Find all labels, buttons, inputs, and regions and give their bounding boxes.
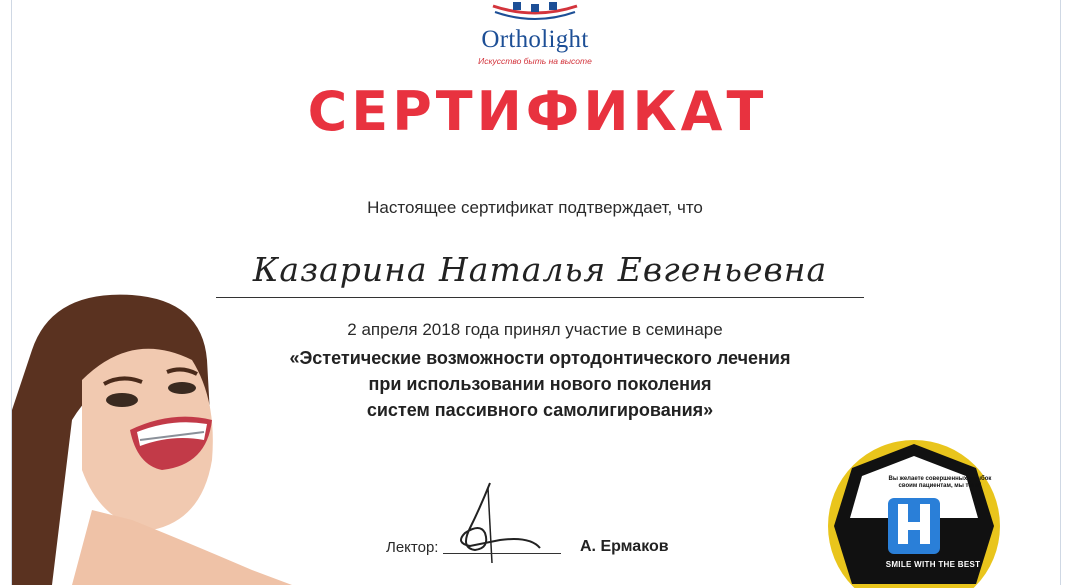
seminar-title-line: при использовании нового поколения — [368, 374, 712, 394]
signature-line — [443, 553, 561, 554]
seminar-title-line: систем пассивного самолигирования» — [366, 400, 714, 420]
seminar-title-line: «Эстетические возможности ортодонтического лечения — [289, 348, 791, 368]
logo-name: Ortholight — [481, 26, 589, 53]
logo-slogan: Искусство быть на высоте — [478, 56, 592, 66]
ortholight-logo — [470, 0, 600, 70]
certificate-title: СЕРТИФИКАТ — [307, 80, 768, 143]
event-text: 2 апреля 2018 года принял участие в семинаре — [347, 320, 723, 339]
lecturer-label: Лектор: — [386, 539, 439, 556]
lecturer-name: А. Ермаков — [580, 538, 669, 555]
badge-slogan: Вы желаете совершенных улыбок своим пациентам, мы тоже! — [888, 476, 992, 489]
confirmation-text: Настоящее сертификат подтверждает, что — [367, 198, 703, 217]
lecturer-signature — [430, 478, 550, 568]
badge-bottom-text: SMILE WITH THE BEST — [885, 560, 981, 569]
smiling-woman-photo — [12, 270, 322, 585]
braces-logo-icon — [485, 0, 585, 28]
recipient-name: Казарина Наталья Евгеньевна — [252, 250, 828, 289]
